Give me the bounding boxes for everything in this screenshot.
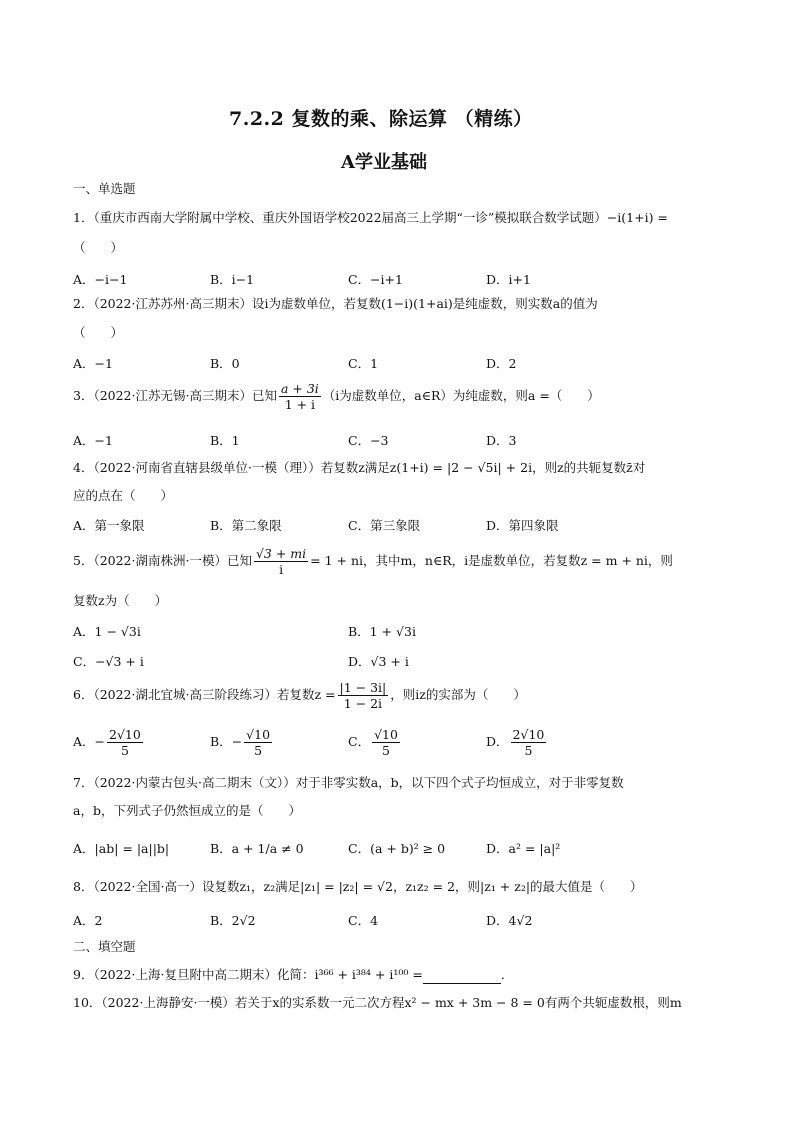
page-title: 7.2.2 复数的乘、除运算 （精练） bbox=[229, 108, 533, 130]
question-1-option-a: A．−i−1 bbox=[73, 272, 128, 287]
question-3-option-c: C．−3 bbox=[348, 433, 389, 448]
option-numerator: 2√10 bbox=[512, 727, 545, 742]
question-5-denominator: i bbox=[279, 562, 284, 577]
question-2-option-b: B．0 bbox=[210, 356, 240, 371]
option-fraction bbox=[372, 727, 400, 758]
option-denominator: 5 bbox=[254, 743, 263, 758]
option-label: A． bbox=[73, 734, 95, 749]
question-2-bracket: （ ） bbox=[73, 325, 124, 340]
question-3-stem bbox=[73, 381, 600, 412]
option-label: B． bbox=[210, 734, 232, 749]
question-6-suffix: ，则iz的实部为（ ） bbox=[390, 687, 526, 702]
question-5-suffix: = 1 + ni，其中m，n∈R，i是虚数单位，若复数z = m + ni，则 bbox=[310, 553, 673, 568]
question-9-text: 9．（2022·上海·复旦附中高二期末）化简：i³⁶⁶ + i³⁸⁴ + i¹⁰⁰ = bbox=[73, 967, 423, 982]
question-1-option-b: B．i−1 bbox=[210, 272, 255, 287]
option-fraction bbox=[511, 727, 547, 758]
option-numerator: √10 bbox=[246, 727, 271, 742]
question-7-stem: 7．（2022·内蒙古包头·高二期末（文））对于非零实数a，b，以下四个式子均恒成立，对于非零复数 bbox=[73, 775, 624, 790]
question-7-stem-continued: a，b，下列式子仍然恒成立的是（ ） bbox=[73, 803, 301, 818]
question-5-option-d: D．√3 + i bbox=[348, 654, 409, 669]
question-3-fraction bbox=[279, 381, 321, 412]
question-5-option-c: C．−√3 + i bbox=[73, 654, 144, 669]
question-5-option-b: B．1 + √3i bbox=[348, 624, 416, 639]
question-7-option-c: C．(a + b)² ≥ 0 bbox=[348, 841, 446, 856]
question-1-bracket: （ ） bbox=[73, 240, 124, 255]
question-4-option-c: C．第三象限 bbox=[348, 518, 421, 533]
question-3-denominator: 1 + i bbox=[284, 397, 316, 412]
question-3-option-a: A．−1 bbox=[73, 433, 113, 448]
option-label: D． bbox=[486, 734, 509, 749]
question-2-option-c: C．1 bbox=[348, 356, 379, 371]
option-fraction bbox=[107, 727, 143, 758]
question-8-stem: 8．（2022·全国·高一）设复数z₁，z₂满足|z₁| = |z₂| = √2，z₁z₂ = 2，则|z₁ + z₂|的最大值是（ ） bbox=[73, 879, 643, 894]
question-5-stem bbox=[73, 546, 673, 577]
question-3-option-b: B．1 bbox=[210, 433, 240, 448]
question-3-option-d: D．3 bbox=[486, 433, 517, 448]
question-5-option-a: A．1 − √3i bbox=[73, 624, 141, 639]
question-8-option-b: B．2√2 bbox=[210, 913, 256, 928]
question-6-stem bbox=[73, 680, 526, 711]
option-label: C． bbox=[348, 734, 371, 749]
question-3-suffix: （i为虚数单位，a∈R）为纯虚数，则a =（ ） bbox=[322, 388, 600, 403]
question-7-option-d: D．a² = |a|² bbox=[486, 841, 561, 856]
question-8-option-c: C．4 bbox=[348, 913, 379, 928]
option-denominator: 5 bbox=[524, 743, 533, 758]
option-numerator: 2√10 bbox=[109, 727, 141, 742]
section-heading-fill-in: 二、填空题 bbox=[73, 939, 136, 954]
question-7-option-b: B．a + 1/a ≠ 0 bbox=[210, 841, 304, 856]
question-4-option-d: D．第四象限 bbox=[486, 518, 559, 533]
question-1-option-c: C．−i+1 bbox=[348, 272, 403, 287]
question-5-numerator: √3 + mi bbox=[255, 546, 307, 561]
question-5-stem-continued: 复数z为（ ） bbox=[73, 593, 168, 608]
question-5-prefix: 5．（2022·湖南株洲·一模）已知 bbox=[73, 553, 252, 568]
question-6-option-a bbox=[73, 727, 145, 758]
question-4-option-b: B．第二象限 bbox=[210, 518, 282, 533]
option-denominator: 5 bbox=[120, 743, 129, 758]
question-3-prefix: 3．（2022·江苏无锡·高三期末）已知 bbox=[73, 388, 277, 403]
option-sign: − bbox=[94, 734, 106, 749]
question-6-fraction bbox=[338, 680, 389, 711]
question-9-end: ． bbox=[500, 967, 514, 982]
question-6-numerator: |1 − 3i| bbox=[339, 680, 387, 695]
page-subtitle: A学业基础 bbox=[341, 152, 427, 173]
question-1-option-d: D．i+1 bbox=[486, 272, 531, 287]
question-2-stem: 2．（2022·江苏苏州·高三期末）设i为虚数单位，若复数(1−i)(1+ai)是纯虚数，则实数a的值为 bbox=[73, 296, 598, 311]
section-heading-single-choice: 一、单选题 bbox=[73, 181, 136, 196]
question-8-option-d: D．4√2 bbox=[486, 913, 533, 928]
question-6-prefix: 6．（2022·湖北宜城·高三阶段练习）若复数z = bbox=[73, 687, 336, 702]
question-5-fraction bbox=[254, 546, 308, 577]
question-4-stem-continued: 应的点在（ ） bbox=[73, 488, 174, 503]
question-4-option-a: A．第一象限 bbox=[73, 518, 145, 533]
question-6-option-b bbox=[210, 727, 274, 758]
option-sign: − bbox=[231, 734, 243, 749]
question-6-denominator: 1 − 2i bbox=[343, 696, 383, 711]
question-2-option-d: D．2 bbox=[486, 356, 517, 371]
option-denominator: 5 bbox=[382, 743, 390, 758]
option-numerator: √10 bbox=[374, 727, 398, 742]
question-1-stem: 1．（重庆市西南大学附属中学校、重庆外国语学校2022届高三上学期“一诊”模拟联合数学试题）−i(1+i) = bbox=[73, 210, 668, 225]
question-7-option-a: A．|ab| = |a||b| bbox=[73, 841, 170, 856]
question-8-option-a: A．2 bbox=[73, 913, 103, 928]
option-fraction bbox=[244, 727, 272, 758]
question-6-option-c bbox=[348, 727, 402, 758]
question-4-stem: 4．（2022·河南省直辖县级单位·一模（理））若复数z满足z(1+i) = |2 − √5i| + 2i，则z的共轭复数z̄对 bbox=[73, 460, 646, 475]
question-9-stem bbox=[73, 967, 513, 984]
question-2-option-a: A．−1 bbox=[73, 356, 113, 371]
answer-blank[interactable] bbox=[423, 967, 501, 984]
question-10-stem: 10．（2022·上海静安·一模）若关于x的实系数一元二次方程x² − mx + 3m − 8 = 0有两个共轭虚数根，则m bbox=[73, 995, 682, 1010]
question-3-numerator: a + 3i bbox=[280, 381, 319, 396]
question-6-option-d bbox=[486, 727, 548, 758]
